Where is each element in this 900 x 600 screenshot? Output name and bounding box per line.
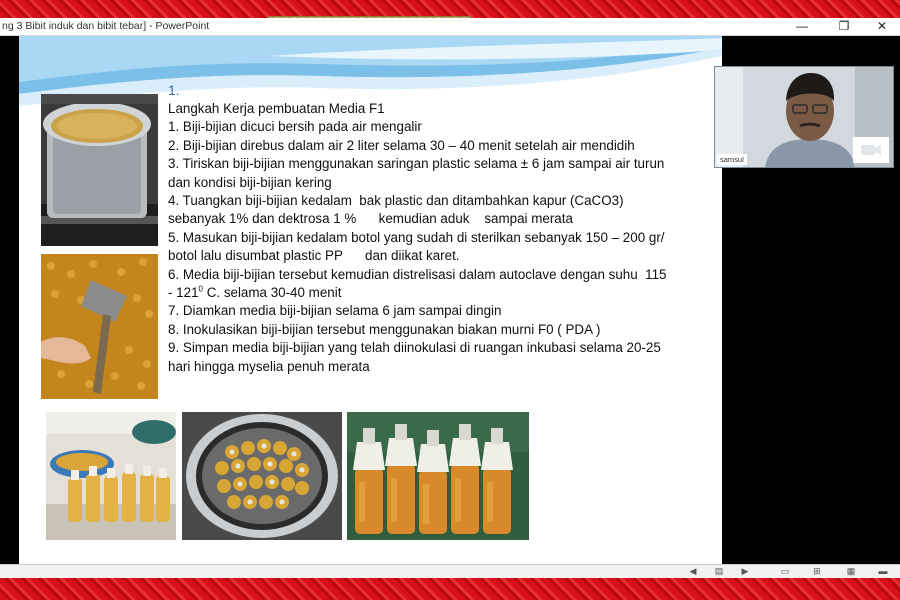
slide	[19, 36, 722, 564]
normal-view-icon[interactable]: ▭	[780, 566, 790, 576]
step-line: 1. Biji-bijian dicuci bersih pada air mengalir	[168, 119, 422, 135]
notes-icon[interactable]: ▤	[714, 566, 724, 576]
slideshow-icon[interactable]: ▬	[878, 566, 888, 576]
photo-autoclave	[182, 412, 342, 540]
temp-superscript: 0	[198, 284, 203, 294]
step-line: hari hingga myselia penuh merata	[168, 358, 370, 374]
prev-slide-icon[interactable]: ◀	[689, 566, 697, 576]
step-line: dan kondisi biji-bijian kering	[168, 174, 332, 190]
status-bar	[0, 564, 900, 578]
window-title: ng 3 Bibit induk dan bibit tebar] - PowerPoint	[2, 20, 210, 32]
photo-draining-grains	[41, 254, 158, 399]
photo-boiling-pot	[41, 94, 158, 246]
camera-icon[interactable]	[853, 137, 889, 163]
step-line: 9. Simpan media biji-bijian yang telah diinokulasi di ruangan inkubasi selama 20-25	[168, 340, 661, 356]
step-line: 2. Biji-bijian direbus dalam air 2 liter selama 30 – 40 menit setelah air mendidih	[168, 137, 635, 153]
reading-view-icon[interactable]: ▦	[846, 566, 856, 576]
step-line: sebanyak 1% dan dektrosa 1 % kemudian aduk sampai merata	[168, 211, 573, 227]
step-line: 3. Tiriskan biji-bijian menggunakan saringan plastic selama ± 6 jam sampai air turun	[168, 156, 665, 172]
step-line: 4. Tuangkan biji-bijian kedalam bak plastic dan ditambahkan kapur (CaCO3)	[168, 193, 624, 209]
steps-text	[168, 100, 713, 376]
minimize-button[interactable]: —	[796, 19, 808, 33]
step-line-temperature	[168, 284, 713, 302]
slide-sorter-icon[interactable]: ⊞	[813, 566, 821, 576]
photo-capped-bottles	[347, 412, 529, 540]
temp-suffix: C. selama 30-40 menit	[202, 285, 342, 301]
restore-button[interactable]: ❐	[838, 19, 850, 33]
step-line: 5. Masukan biji-bijian kedalam botol yang sudah di sterilkan sebanyak 150 – 200 gr/	[168, 229, 665, 245]
steps-heading: Langkah Kerja pembuatan Media F1	[168, 101, 385, 116]
close-button[interactable]: ✕	[876, 19, 888, 33]
participant-name: samsul	[717, 154, 747, 165]
temp-prefix: - 121	[168, 285, 199, 301]
step-line: 6. Media biji-bijian tersebut kemudian distrelisasi dalam autoclave dengan suhu 115	[168, 266, 667, 282]
photo-filled-bottles	[46, 412, 176, 540]
decorative-frame-bottom	[0, 578, 900, 600]
step-line: botol lalu disumbat plastic PP dan diikat karet.	[168, 248, 460, 264]
title-bar	[0, 18, 900, 36]
next-slide-icon[interactable]: ▶	[741, 566, 749, 576]
step-line: 7. Diamkan media biji-bijian selama 6 jam sampai dingin	[168, 303, 502, 319]
step-line: 8. Inokulasikan biji-bijian tersebut menggunakan biakan murni F0 ( PDA )	[168, 321, 601, 337]
webcam-video-tile[interactable]	[714, 66, 894, 168]
slide-number: 1.	[168, 82, 180, 98]
